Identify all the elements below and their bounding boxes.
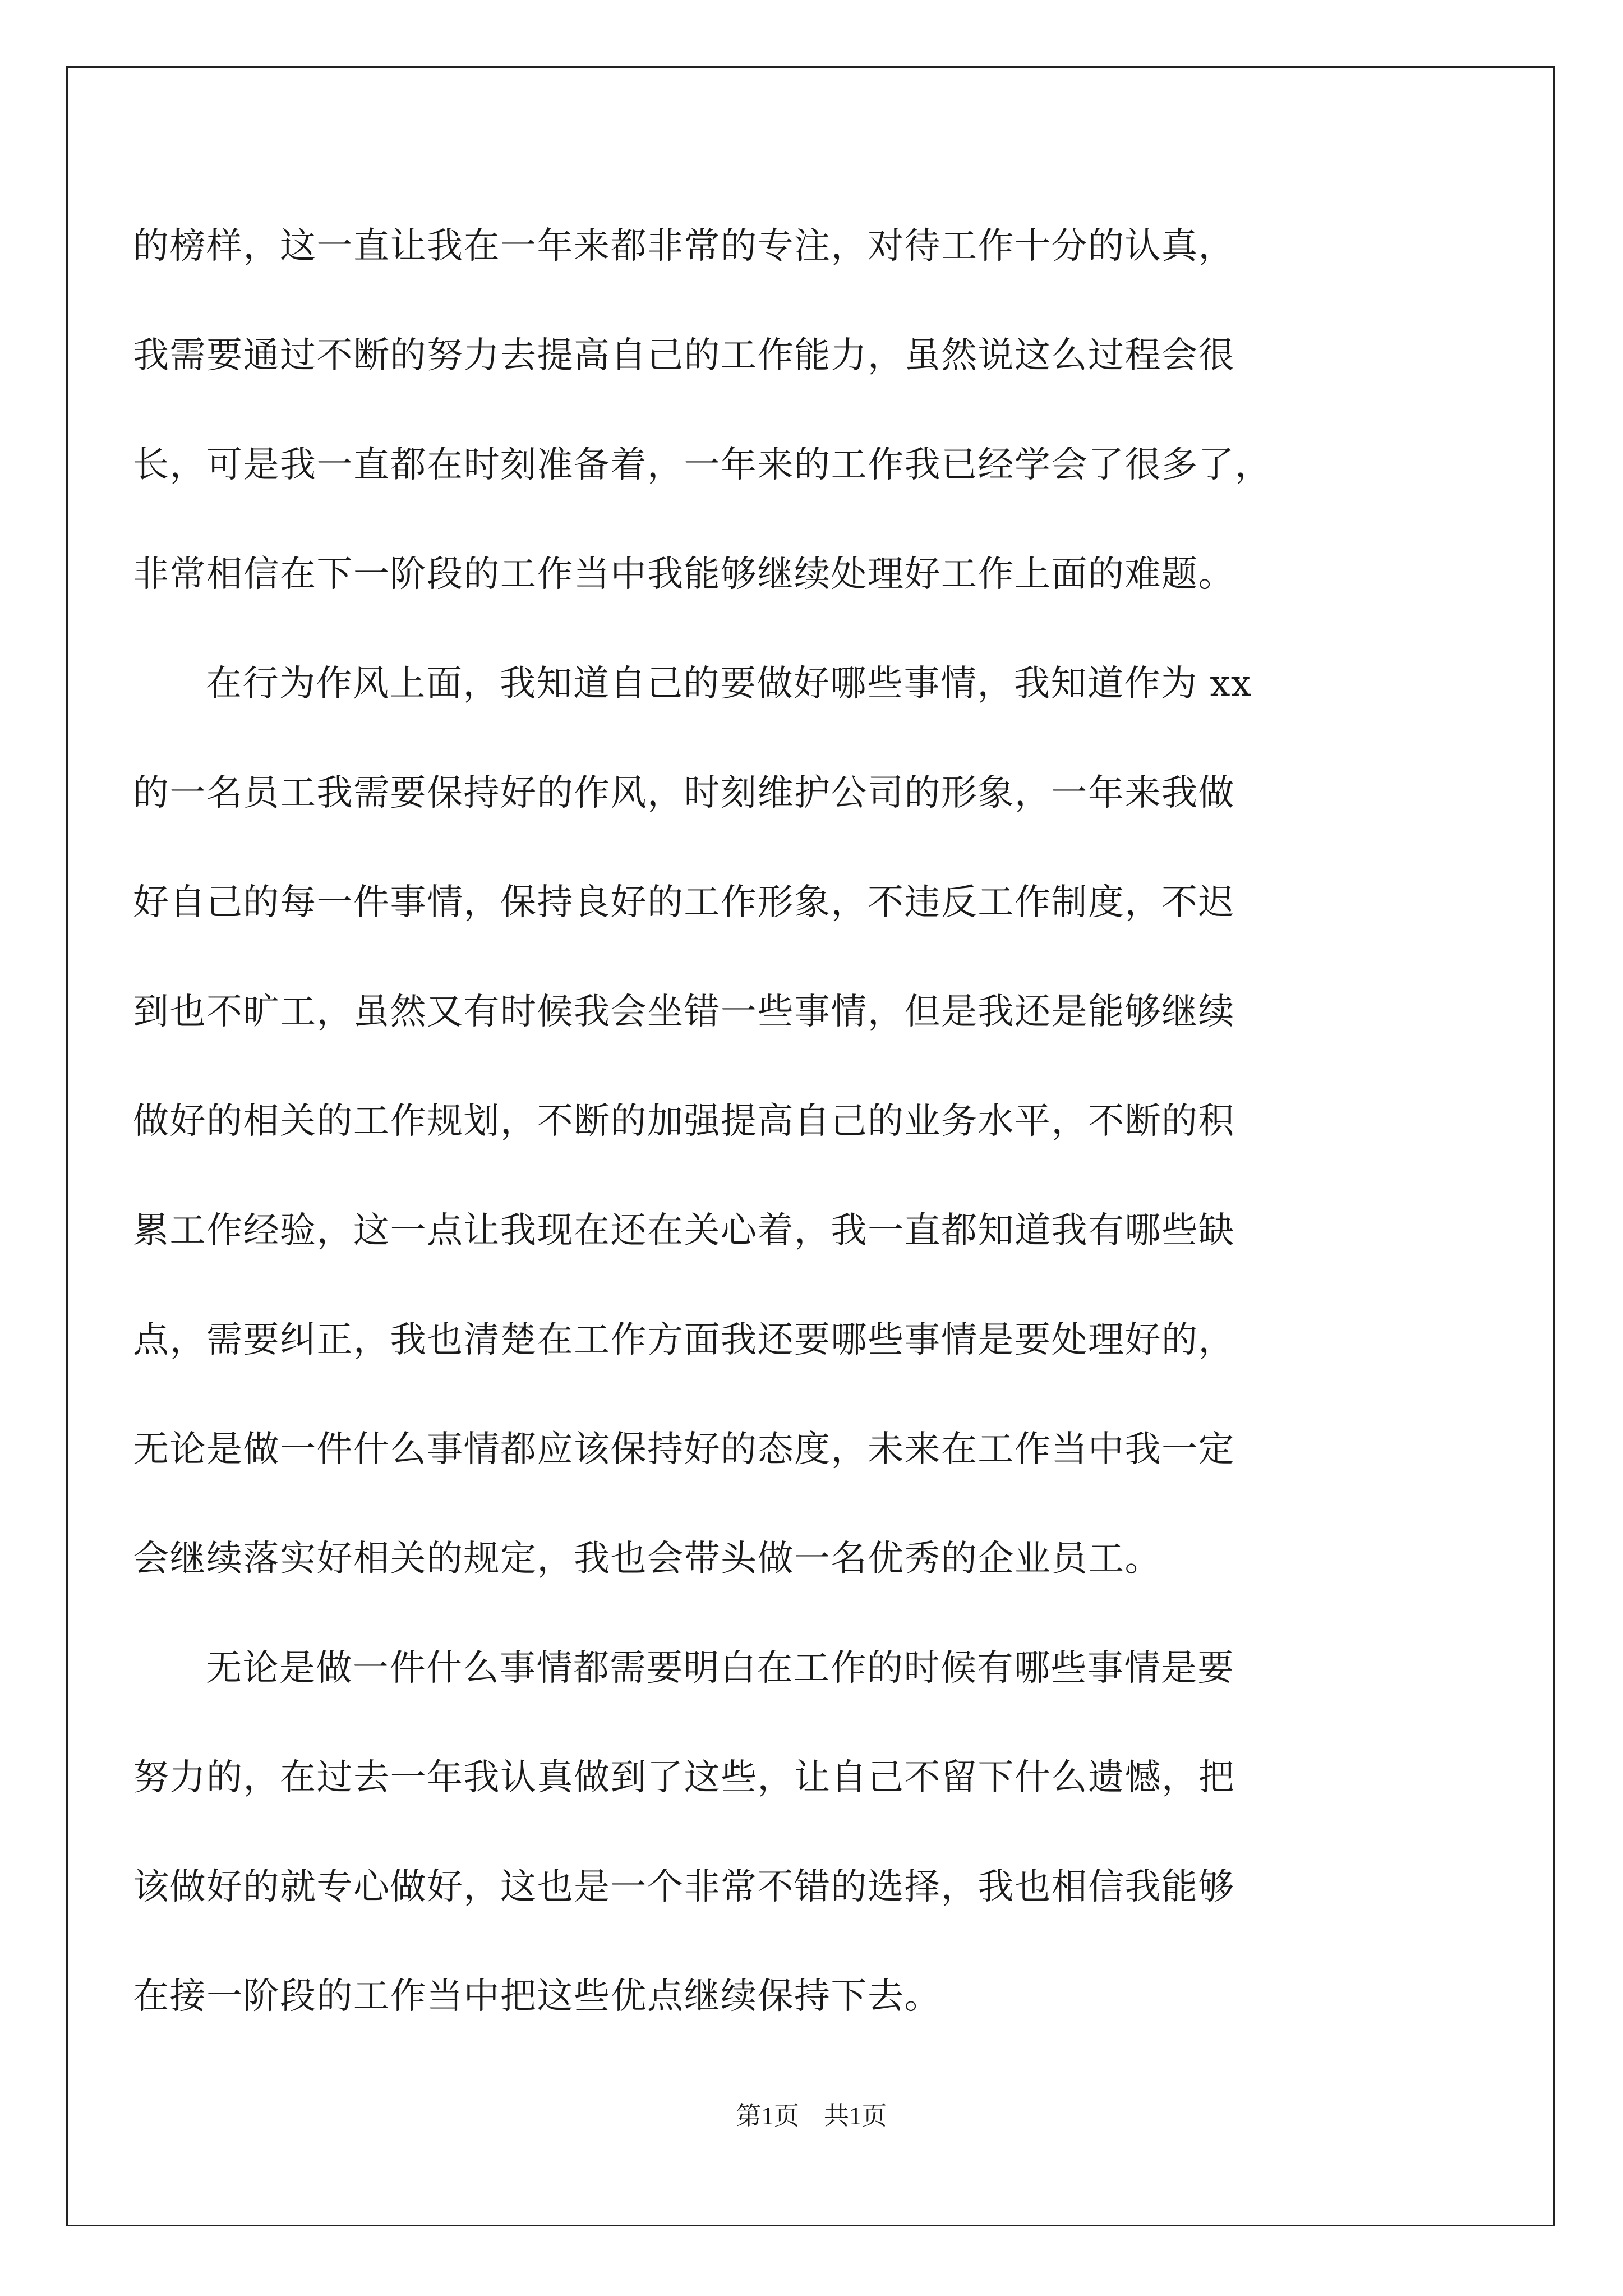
page-number-total: 共1页 (824, 2102, 887, 2130)
text-line: 的榜样，这一直让我在一年来都非常的专注，对待工作十分的认真， (133, 226, 1235, 267)
paragraph-first-line: 在行为作风上面，我知道自己的要做好哪些事情，我知道作为 xx (206, 663, 1252, 705)
text-line: 做好的相关的工作规划，不断的加强提高自己的业务水平，不断的积 (133, 1101, 1235, 1142)
text-line: 非常相信在下一阶段的工作当中我能够继续处理好工作上面的难题。 (133, 554, 1235, 595)
page-footer (0, 2095, 1623, 2132)
page-number-current: 第1页 (736, 2102, 799, 2130)
text-line: 长，可是我一直都在时刻准备着，一年来的工作我已经学会了很多了， (133, 444, 1272, 486)
text-line: 该做好的就专心做好，这也是一个非常不错的选择，我也相信我能够 (133, 1866, 1235, 1908)
document-body (133, 210, 1423, 2070)
text-line: 在接一阶段的工作当中把这些优点继续保持下去。 (133, 1976, 941, 2017)
text-line: 累工作经验，这一点让我现在还在关心着，我一直都知道我有哪些缺 (133, 1210, 1235, 1251)
text-line: 的一名员工我需要保持好的作风，时刻维护公司的形象，一年来我做 (133, 772, 1235, 814)
text-line: 点，需要纠正，我也清楚在工作方面我还要哪些事情是要处理好的， (133, 1319, 1235, 1361)
text-line: 到也不旷工，虽然又有时候我会坐错一些事情，但是我还是能够继续 (133, 991, 1235, 1033)
text-line: 会继续落实好相关的规定，我也会带头做一名优秀的企业员工。 (133, 1538, 1161, 1580)
text-line: 我需要通过不断的努力去提高自己的工作能力，虽然说这么过程会很 (133, 335, 1235, 376)
text-line: 努力的，在过去一年我认真做到了这些，让自己不留下什么遗憾，把 (133, 1757, 1235, 1798)
text-line: 无论是做一件什么事情都应该保持好的态度，未来在工作当中我一定 (133, 1429, 1235, 1470)
paragraph-first-line: 无论是做一件什么事情都需要明白在工作的时候有哪些事情是要 (206, 1648, 1234, 1689)
text-line: 好自己的每一件事情，保持良好的工作形象，不违反工作制度，不迟 (133, 882, 1235, 923)
